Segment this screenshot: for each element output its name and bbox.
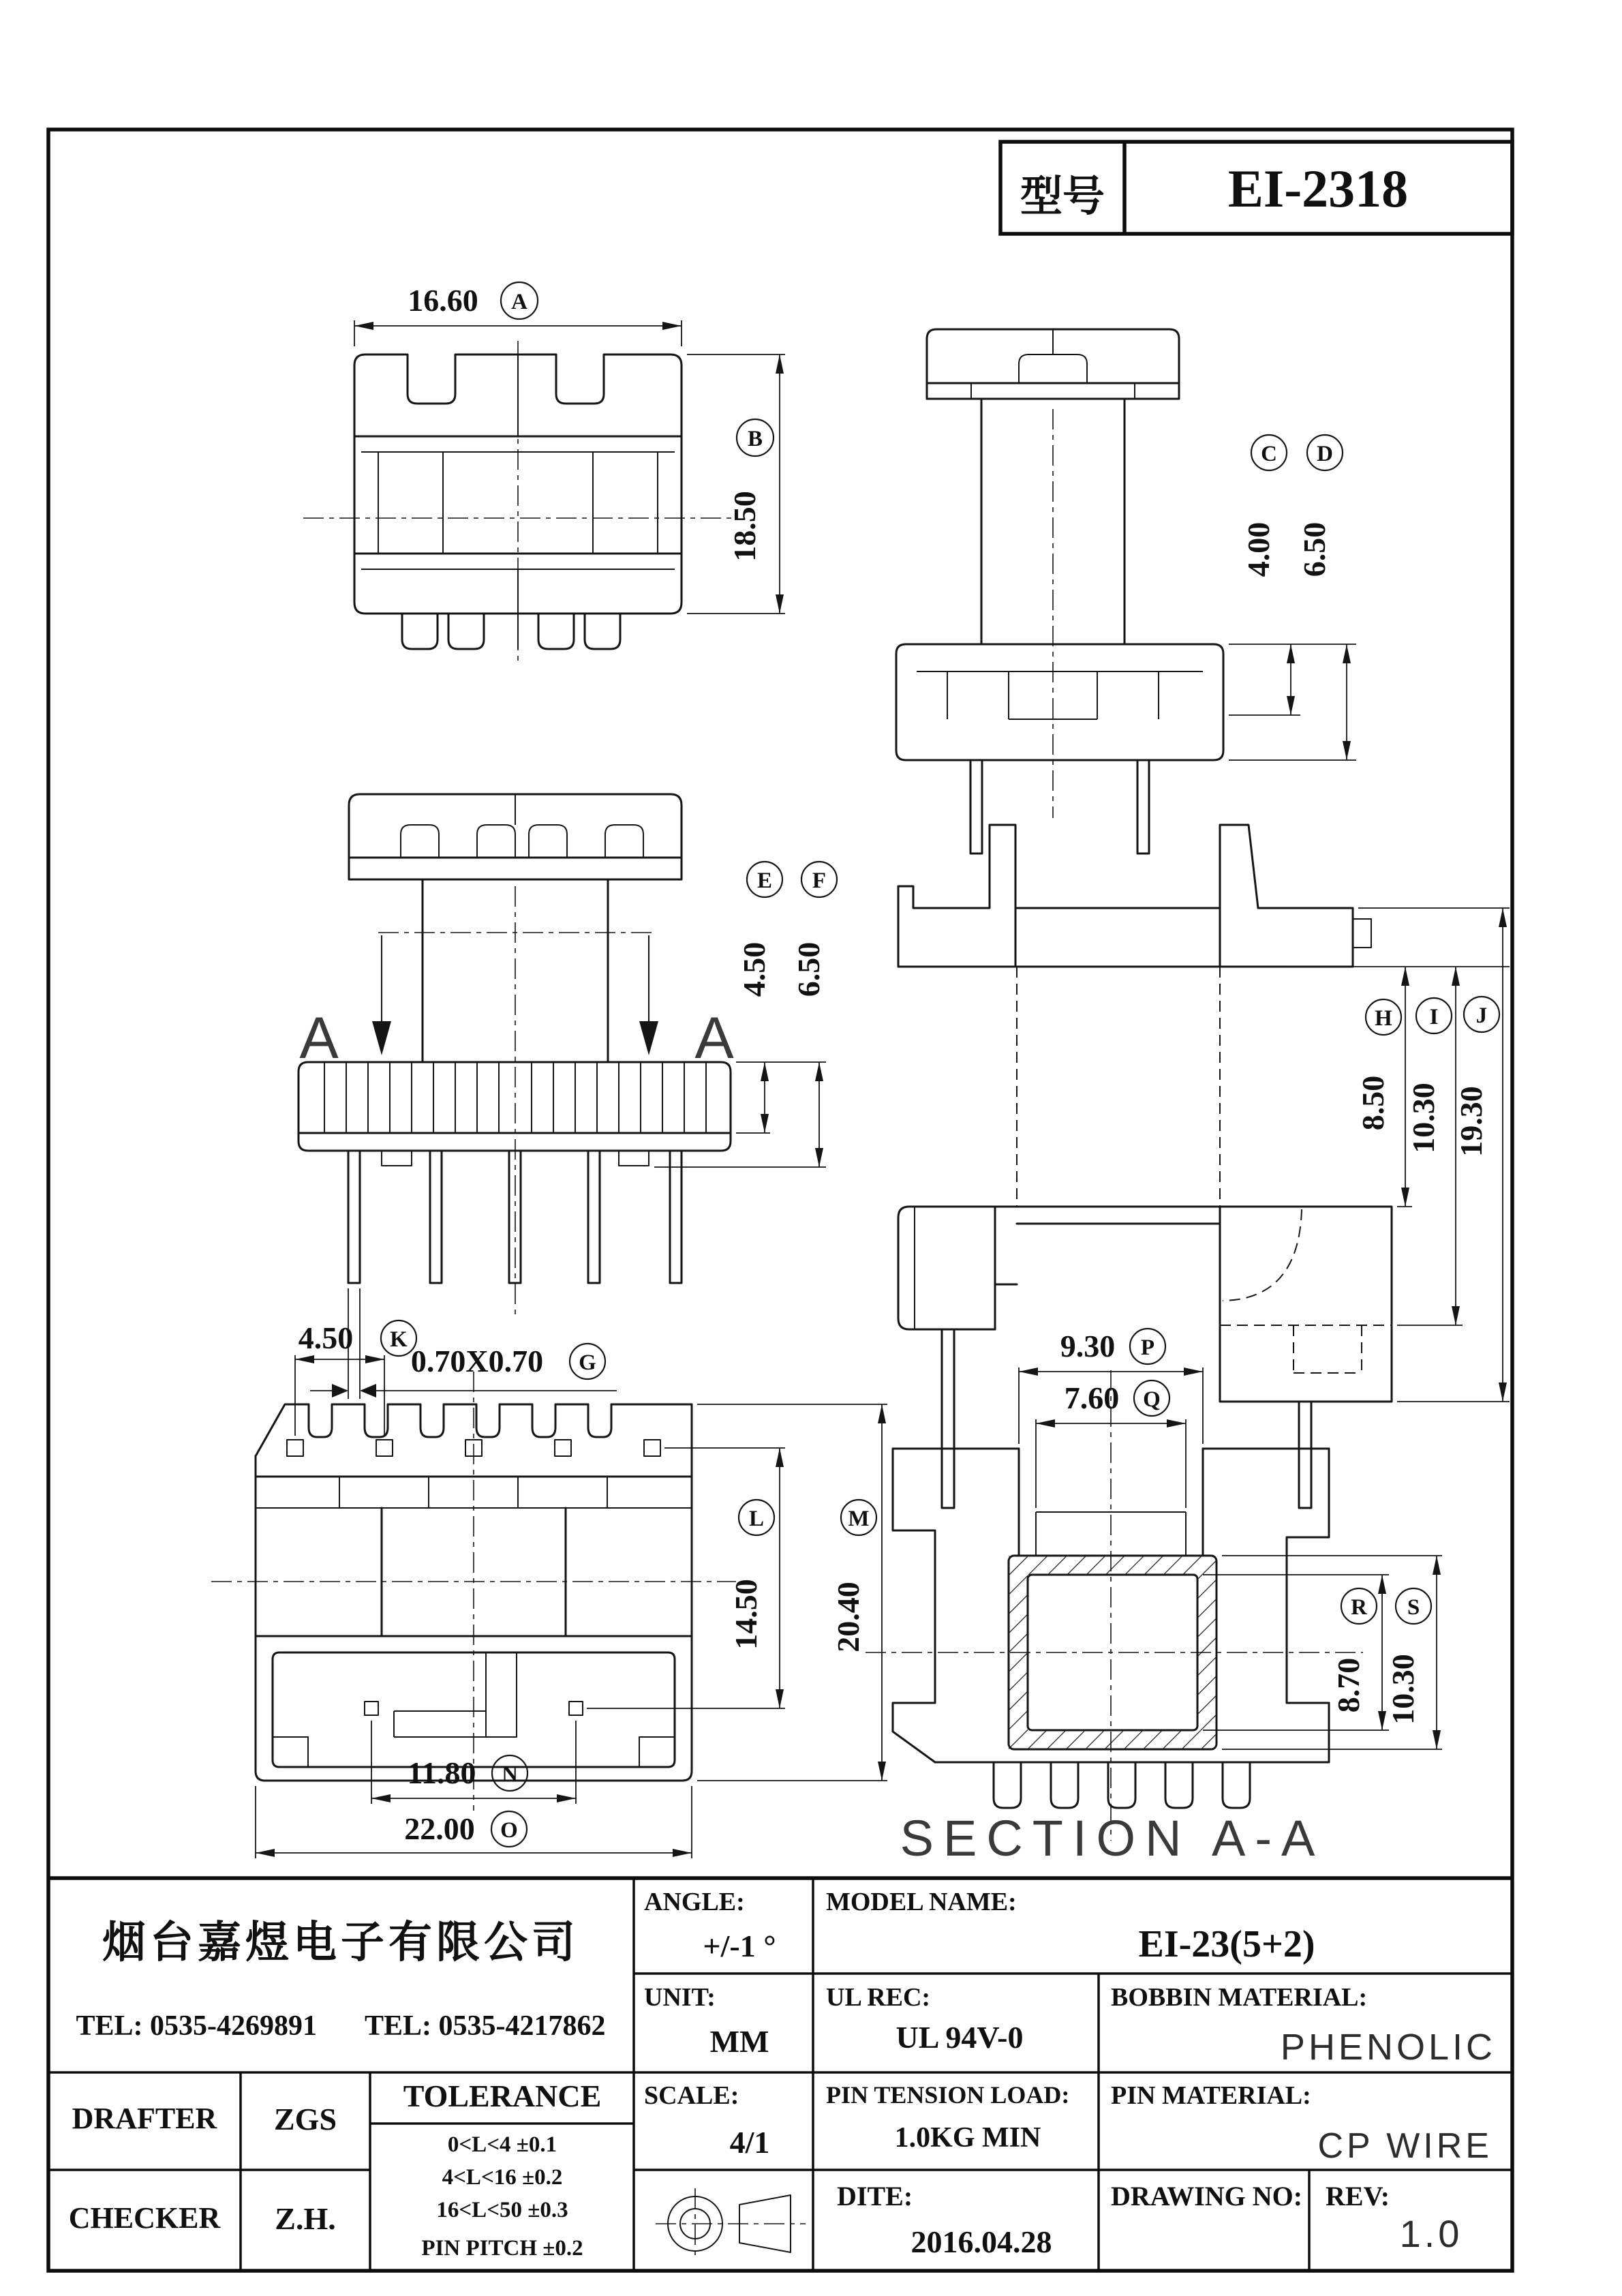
checker-value: Z.H. xyxy=(275,2201,336,2236)
dim-c-tag: C xyxy=(1261,442,1277,466)
dim-m-value: 20.40 xyxy=(831,1582,866,1652)
company-tel-row xyxy=(61,2010,620,2042)
dim-j-tag: J xyxy=(1475,1003,1488,1028)
dim-a-tag: A xyxy=(511,290,527,314)
view-side-upper xyxy=(896,329,1356,854)
pin-tension-value: 1.0KG MIN xyxy=(894,2122,1041,2154)
view-side-lower xyxy=(898,825,1510,1508)
rev-value: 1.0 xyxy=(1399,2212,1463,2255)
dim-l-value: 14.50 xyxy=(729,1579,763,1650)
dim-j-value: 19.30 xyxy=(1454,1086,1488,1157)
company-name: 烟台嘉煜电子有限公司 xyxy=(102,1918,579,1967)
dim-e-value: 4.50 xyxy=(737,941,771,997)
tolerance-row-2: 4<L<16 ±0.2 xyxy=(442,2165,563,2190)
company-tel-1: TEL: 0535-4269891 xyxy=(76,2010,317,2042)
drawing-no-label: DRAWING NO: xyxy=(1111,2181,1303,2211)
view-section xyxy=(866,1329,1442,1867)
angle-label: ANGLE: xyxy=(644,1888,745,1916)
angle-value: +/-1 ° xyxy=(703,1929,776,1963)
dim-q-value: 7.60 xyxy=(1064,1380,1120,1415)
dim-d-value: 6.50 xyxy=(1297,522,1332,577)
projection-symbol-icon xyxy=(656,2188,806,2259)
view-bottom xyxy=(211,1320,887,1858)
tolerance-row-4: PIN PITCH ±0.2 xyxy=(421,2236,583,2261)
dim-r-value: 8.70 xyxy=(1331,1657,1366,1713)
model-name-label: MODEL NAME: xyxy=(826,1888,1017,1916)
dim-q-tag: Q xyxy=(1143,1387,1161,1412)
section-cut-letter-left: A xyxy=(299,1006,339,1071)
dim-n-tag: N xyxy=(502,1762,518,1787)
dim-f-value: 6.50 xyxy=(791,941,826,997)
tolerance-row-3: 16<L<50 ±0.3 xyxy=(436,2198,568,2222)
dim-g-tag: G xyxy=(579,1350,596,1375)
scale-label: SCALE: xyxy=(644,2081,739,2110)
drafter-value: ZGS xyxy=(273,2102,337,2136)
drafter-label: DRAFTER xyxy=(72,2102,217,2135)
view-top xyxy=(303,282,785,665)
dim-a-value: 16.60 xyxy=(408,283,478,318)
model-name-value: EI-23(5+2) xyxy=(1138,1923,1315,1965)
model-no-value: EI-2318 xyxy=(1227,159,1409,218)
dim-n-value: 11.80 xyxy=(407,1755,476,1790)
model-no-label: 型号 xyxy=(1020,173,1105,220)
bobbin-material-label: BOBBIN MATERIAL: xyxy=(1111,1983,1368,2012)
dim-h-tag: H xyxy=(1375,1006,1392,1031)
dim-i-tag: I xyxy=(1429,1005,1439,1029)
unit-value: MM xyxy=(709,2024,769,2059)
dim-c-value: 4.00 xyxy=(1241,522,1276,577)
dim-p-tag: P xyxy=(1140,1335,1155,1360)
dim-d-tag: D xyxy=(1317,442,1333,466)
dim-s-value: 10.30 xyxy=(1386,1654,1420,1725)
view-front xyxy=(299,794,837,1399)
company-tel-2: TEL: 0535-4217862 xyxy=(365,2010,606,2042)
dim-s-tag: S xyxy=(1407,1595,1420,1620)
ul-rec-value: UL 94V-0 xyxy=(896,2020,1024,2055)
scale-value: 4/1 xyxy=(729,2125,770,2160)
dim-k-value: 4.50 xyxy=(298,1320,354,1355)
dim-i-value: 10.30 xyxy=(1406,1083,1441,1153)
dim-g-value: 0.70X0.70 xyxy=(410,1344,544,1378)
checker-label: CHECKER xyxy=(68,2201,221,2235)
dim-b-value: 18.50 xyxy=(727,491,762,562)
dite-label: DITE: xyxy=(837,2181,913,2211)
dim-b-tag: B xyxy=(747,427,763,451)
tolerance-row-1: 0<L<4 ±0.1 xyxy=(447,2132,557,2157)
dim-o-tag: O xyxy=(500,1818,518,1843)
dim-r-tag: R xyxy=(1351,1595,1367,1620)
dim-k-tag: K xyxy=(390,1327,408,1352)
dim-l-tag: L xyxy=(748,1507,765,1531)
ul-rec-label: UL REC: xyxy=(826,1983,931,2012)
bobbin-material-value: PHENOLIC xyxy=(1280,2027,1496,2068)
pin-tension-label: PIN TENSION LOAD: xyxy=(826,2081,1070,2109)
pin-material-label: PIN MATERIAL: xyxy=(1111,2081,1311,2110)
dim-h-value: 8.50 xyxy=(1356,1075,1390,1131)
rev-label: REV: xyxy=(1326,2181,1390,2211)
dim-f-tag: F xyxy=(812,868,827,893)
unit-label: UNIT: xyxy=(644,1983,716,2012)
tolerance-title: TOLERANCE xyxy=(403,2079,602,2113)
section-label: SECTION A-A xyxy=(900,1810,1325,1867)
dim-m-tag: M xyxy=(848,1507,870,1531)
dim-e-tag: E xyxy=(756,868,773,893)
dite-value: 2016.04.28 xyxy=(911,2224,1052,2259)
dim-p-value: 9.30 xyxy=(1060,1329,1116,1363)
pin-material-value: CP WIRE xyxy=(1317,2126,1493,2166)
section-cut-letter-right: A xyxy=(694,1006,734,1071)
dim-o-value: 22.00 xyxy=(404,1811,475,1846)
